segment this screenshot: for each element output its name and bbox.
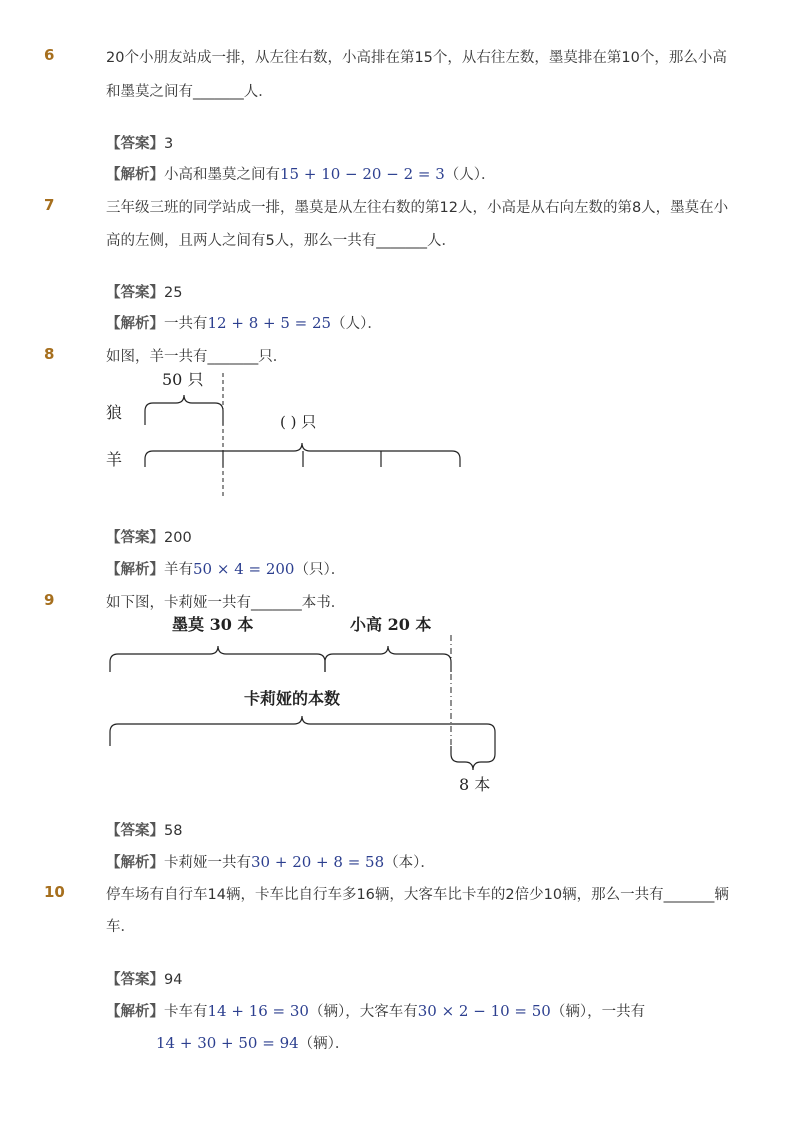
answer-value: 3: [164, 136, 174, 152]
analysis-text: （辆）．: [298, 1036, 350, 1052]
answer-line: [106, 526, 192, 547]
analysis-text: 小高和墨莫之间有: [164, 167, 280, 183]
extra-brace: [451, 746, 495, 770]
answer-blank: _______: [663, 887, 715, 903]
question-number: 8: [44, 345, 55, 363]
answer-value: 94: [164, 972, 183, 988]
analysis-math: 12 + 8 + 5 = 25: [207, 314, 332, 332]
question-text-line: 20个小朋友站成一排，从左往右数，小高排在第15个，从右往左数，墨莫排在第10个，那么小高: [106, 50, 727, 66]
question-text: 如下图，卡莉娅一共有: [106, 595, 251, 611]
analysis-text: （辆），大客车有: [308, 1004, 418, 1020]
wolf-sheep-diagram: [100, 365, 480, 505]
analysis-label: 【解析】: [106, 855, 164, 871]
question-text: 辆: [714, 887, 729, 903]
answer-blank: _______: [207, 349, 259, 365]
question-number: 7: [44, 196, 55, 214]
analysis-text: （本）．: [384, 855, 435, 871]
analysis-line: [106, 851, 435, 872]
analysis-math: 30 + 20 + 8 = 58: [251, 853, 385, 871]
analysis-line: [106, 1000, 645, 1021]
question-text-line: [106, 80, 273, 101]
answer-line: [106, 819, 182, 840]
analysis-text: （只）．: [294, 562, 346, 578]
answer-value: 200: [164, 530, 192, 546]
question-text: 人．: [426, 233, 456, 249]
analysis-text: 一共有: [164, 316, 208, 332]
question-number: 6: [44, 46, 55, 64]
analysis-label: 【解析】: [106, 167, 164, 183]
momo-label: 墨莫 30 本: [172, 615, 254, 634]
question-text: 和墨莫之间有: [106, 84, 193, 100]
answer-label: 【答案】: [106, 136, 164, 152]
question-text-line: [106, 591, 345, 612]
answer-blank: _______: [376, 233, 427, 249]
answer-blank: _______: [193, 84, 244, 100]
question-text: 只．: [258, 349, 288, 365]
question-text-line: 车．: [106, 919, 135, 935]
question-text: 人．: [243, 84, 273, 100]
total-label: 卡莉娅的本数: [244, 689, 341, 708]
analysis-math: 14 + 30 + 50 = 94: [156, 1034, 299, 1052]
xiaogao-label: 小高 20 本: [350, 615, 432, 634]
answer-line: [106, 968, 182, 989]
xiaogao-brace: [325, 646, 451, 672]
analysis-math: 15 + 10 − 20 − 2 = 3: [280, 165, 445, 183]
answer-label: 【答案】: [106, 972, 164, 988]
fifty-label: 50 只: [162, 370, 204, 389]
analysis-line: [106, 558, 345, 579]
wolf-label: 狼: [106, 403, 123, 422]
analysis-text: 羊有: [164, 562, 193, 578]
analysis-math: 50 × 4 = 200: [193, 560, 295, 578]
unknown-label: ( ) 只: [280, 413, 317, 431]
analysis-text: （人）．: [331, 316, 382, 332]
answer-value: 25: [164, 285, 183, 301]
question-text-line: 三年级三班的同学站成一排，墨莫是从左往右数的第12人，小高是从右向左数的第8人，墨莫在小: [106, 200, 729, 216]
books-diagram: [100, 610, 510, 800]
answer-line: [106, 281, 182, 302]
analysis-text: 卡莉娅一共有: [164, 855, 251, 871]
analysis-label: 【解析】: [106, 562, 164, 578]
question-number: 9: [44, 591, 55, 609]
total-brace: [110, 716, 495, 746]
answer-blank: _______: [251, 595, 302, 611]
analysis-label: 【解析】: [106, 316, 164, 332]
analysis-math: 30 × 2 − 10 = 50: [417, 1002, 551, 1020]
question-text: 高的左侧，且两人之间有5人，那么一共有: [106, 233, 377, 249]
analysis-line: [156, 1032, 349, 1053]
extra-label: 8 本: [459, 775, 491, 794]
answer-label: 【答案】: [106, 823, 164, 839]
sheep-label: 羊: [106, 450, 123, 469]
analysis-text: （人）．: [444, 167, 496, 183]
question-text: 如图，羊一共有: [106, 349, 208, 365]
question-text: 停车场有自行车14辆，卡车比自行车多16辆，大客车比卡车的2倍少10辆，那么一共有: [106, 887, 664, 903]
analysis-math: 14 + 16 = 30: [207, 1002, 309, 1020]
answer-value: 58: [164, 823, 183, 839]
analysis-line: [106, 163, 496, 184]
analysis-line: [106, 312, 382, 333]
question-text-line: [106, 345, 287, 366]
analysis-text: 卡车有: [164, 1004, 208, 1020]
analysis-text: （辆），一共有: [550, 1004, 646, 1020]
analysis-label: 【解析】: [106, 1004, 164, 1020]
answer-line: [106, 132, 173, 153]
answer-label: 【答案】: [106, 530, 164, 546]
question-text: 本书．: [301, 595, 346, 611]
question-text-line: [106, 883, 729, 904]
question-number: 10: [44, 883, 65, 901]
question-text-line: [106, 229, 456, 250]
wolf-brace: [145, 395, 223, 425]
momo-brace: [110, 646, 325, 672]
answer-label: 【答案】: [106, 285, 164, 301]
